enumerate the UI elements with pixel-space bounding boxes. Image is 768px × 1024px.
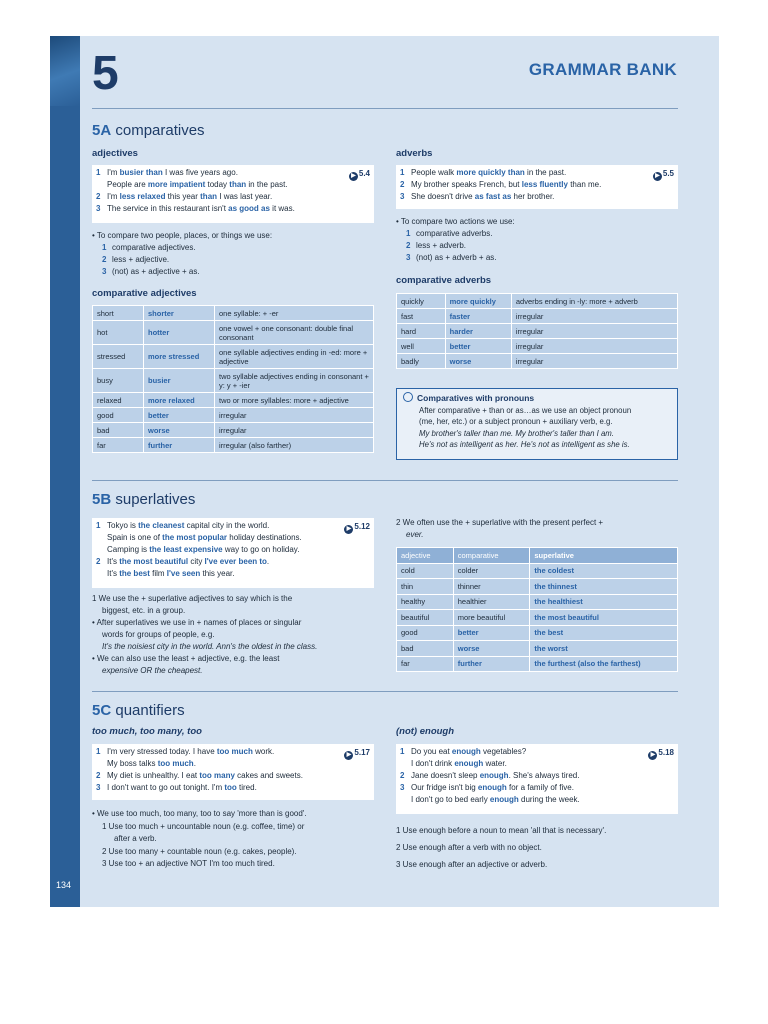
table-cell: badly [397,354,446,369]
example-number: 1 [96,521,101,530]
section-5c-heading: 5C quantifiers [92,702,185,719]
grammar-bank-page [80,36,719,907]
table-cell: further [453,656,530,672]
table-cell: further [144,438,215,453]
table-cell: good [93,408,144,423]
superlatives-examples [92,518,374,588]
table-row [397,339,678,354]
table-row [397,641,678,657]
example-sentence: People are more impatient today than in the past. [107,180,288,189]
table-cell: well [397,339,446,354]
chapter-sidebar [50,36,80,907]
section-5a-heading: 5A comparatives [92,122,205,139]
superlatives-rules: 1 We use the + superlative adjectives to say which is the biggest, etc. in a group. • After superlatives we use in + names of places or singular words for groups of people, e.g. It's the noisiest city in the world. Ann's the oldest in the class. • We can also use the least + adjective, e.g. the least expensive OR the cheapest. [92,594,318,675]
table-row [397,563,678,579]
superlatives-table [396,547,678,672]
table-row [93,393,374,408]
table-row [397,324,678,339]
example-number: 1 [96,168,101,177]
adjectives-examples [92,165,374,223]
comparative-adjectives-heading: comparative adjectives [92,288,197,299]
table-row [397,625,678,641]
table-cell: busy [93,369,144,393]
table-cell: irregular [215,423,374,438]
too-much-heading: too much, too many, too [92,726,202,737]
audio-track-5-12[interactable]: ▶ 5.12 [344,521,370,534]
table-cell: irregular (also farther) [215,438,374,453]
too-much-examples [92,744,374,800]
example-number: 3 [96,783,101,792]
adverbs-examples [396,165,678,209]
table-cell: shorter [144,306,215,321]
example-sentence: 3 Our fridge isn't big enough for a family of five. [400,783,574,792]
table-header-row [397,548,678,564]
audio-track-5-4[interactable]: ▶ 5.4 [349,168,370,181]
table-cell: the most beautiful [530,610,678,626]
speaker-icon: ▶ [344,525,353,534]
example-sentence: 3 The service in this restaurant isn't as good as it was. [96,204,295,213]
table-cell: the coldest [530,563,678,579]
table-cell: harder [445,324,511,339]
table-cell: good [397,625,454,641]
not-enough-heading: (not) enough [396,726,455,737]
table-cell: hotter [144,321,215,345]
example-sentence: 2 My diet is unhealthy. I eat too many cakes and sweets. [96,771,303,780]
comparative-adjectives-table [92,305,374,453]
table-cell: irregular [215,408,374,423]
example-number: 3 [400,783,405,792]
example-sentence: 1 People walk more quickly than in the past. [400,168,567,177]
table-row [397,354,678,369]
example-sentence: 1 I'm busier than I was five years ago. [96,168,238,177]
example-number: 2 [96,192,101,201]
table-cell: adverbs ending in -ly: more + adverb [511,294,677,309]
magnifier-icon [403,392,413,402]
table-cell: irregular [511,354,677,369]
table-cell: comparative [453,548,530,564]
table-cell: more stressed [144,345,215,369]
table-cell: quickly [397,294,446,309]
table-cell: the furthest (also the farthest) [530,656,678,672]
example-sentence: 1 Tokyo is the cleanest capital city in the world. [96,521,270,530]
table-cell: beautiful [397,610,454,626]
table-cell: worse [144,423,215,438]
audio-track-5-18[interactable]: ▶ 5.18 [648,747,674,760]
example-number: 3 [400,192,405,201]
table-cell: hard [397,324,446,339]
table-row [93,423,374,438]
table-cell: the worst [530,641,678,657]
table-cell: worse [453,641,530,657]
table-cell: two syllable adjectives ending in consonant + y: y + -ier [215,369,374,393]
speaker-icon: ▶ [349,172,358,181]
adverbs-rules: • To compare two actions we use: 1 comparative adverbs. 2 less + adverb. 3 (not) as + adverb + as. [396,217,515,262]
example-sentence: Camping is the least expensive way to go on holiday. [107,545,300,554]
table-cell: better [445,339,511,354]
example-sentence: 2 Jane doesn't sleep enough. She's always tired. [400,771,580,780]
adjectives-heading: adjectives [92,148,138,159]
example-number: 1 [400,747,405,756]
table-cell: more beautiful [453,610,530,626]
table-cell: superlative [530,548,678,564]
table-row [93,321,374,345]
example-number: 2 [400,180,405,189]
section-divider [92,480,678,481]
example-sentence: 1 I'm very stressed today. I have too much work. [96,747,275,756]
sidebar-stripe [50,36,80,106]
section-5b-heading: 5B superlatives [92,491,196,508]
section-divider [92,691,678,692]
example-number: 2 [96,557,101,566]
example-sentence: 2 I'm less relaxed this year than I was last year. [96,192,273,201]
table-cell: irregular [511,339,677,354]
comparative-adverbs-table [396,293,678,369]
example-sentence: 2 My brother speaks French, but less fluently than me. [400,180,602,189]
page-header: GRAMMAR BANK [528,60,677,79]
table-cell: thin [397,579,454,595]
table-cell: hot [93,321,144,345]
example-number: 1 [400,168,405,177]
table-cell: colder [453,563,530,579]
table-cell: better [453,625,530,641]
table-cell: faster [445,309,511,324]
table-row [397,309,678,324]
table-cell: fast [397,309,446,324]
audio-track-5-17[interactable]: ▶ 5.17 [344,747,370,760]
too-much-rules: • We use too much, too many, too to say 'more than is good'. 1 Use too much + uncountable noun (e.g. coffee, time) or after a verb. 2 Use too many + countable noun (e.g. cakes, people). 3 Use too + an adjective NOT I'm too much tired. [92,809,307,868]
example-sentence: 1 Do you eat enough vegetables? [400,747,527,756]
adverbs-heading: adverbs [396,148,433,159]
table-row [93,306,374,321]
table-cell: the thinnest [530,579,678,595]
table-cell: thinner [453,579,530,595]
example-sentence: I don't drink enough water. [411,759,507,768]
adjectives-rules: • To compare two people, places, or things we use: 1 comparative adjectives. 2 less + adjective. 3 (not) as + adjective + as. [92,231,273,276]
table-row [93,408,374,423]
table-cell: one syllable adjectives ending in -ed: more + adjective [215,345,374,369]
example-number: 1 [96,747,101,756]
table-cell: adjective [397,548,454,564]
example-sentence: It's the best film I've seen this year. [107,569,235,578]
table-row [397,610,678,626]
example-number: 2 [400,771,405,780]
speaker-icon: ▶ [648,751,657,760]
audio-track-5-5[interactable]: ▶ 5.5 [653,168,674,181]
superlatives-rule-2: 2 We often use the + superlative with the present perfect + ever. [396,518,604,539]
table-cell: busier [144,369,215,393]
example-sentence: Spain is one of the most popular holiday destinations. [107,533,302,542]
table-row [93,345,374,369]
example-sentence: My boss talks too much. [107,759,196,768]
table-cell: worse [445,354,511,369]
table-cell: more relaxed [144,393,215,408]
speaker-icon: ▶ [653,172,662,181]
table-cell: irregular [511,324,677,339]
table-cell: healthy [397,594,454,610]
table-cell: two or more syllables: more + adjective [215,393,374,408]
table-cell: bad [93,423,144,438]
enough-rules: 1 Use enough before a noun to mean 'all that is necessary'. 2 Use enough after a verb with no object. 3 Use enough after an adjective or adverb. [396,826,607,869]
table-cell: better [144,408,215,423]
example-sentence: 2 It's the most beautiful city I've ever been to. [96,557,270,566]
comparative-adverbs-heading: comparative adverbs [396,275,492,286]
table-row [93,369,374,393]
table-cell: one syllable: + -er [215,306,374,321]
example-sentence: I don't go to bed early enough during the week. [411,795,580,804]
table-cell: the best [530,625,678,641]
table-cell: irregular [511,309,677,324]
page-number: 134 [56,880,72,890]
header-rule [92,108,678,109]
table-cell: healthier [453,594,530,610]
table-cell: relaxed [93,393,144,408]
table-row [397,656,678,672]
table-row [397,579,678,595]
table-cell: cold [397,563,454,579]
table-cell: stressed [93,345,144,369]
table-cell: far [397,656,454,672]
example-number: 2 [96,771,101,780]
speaker-icon: ▶ [344,751,353,760]
pronouns-note: Comparatives with pronouns After comparative + than or as…as we use an object pronoun (me, her, etc.) or a subject pronoun + auxiliary verb, e.g. My brother's taller than me. My brother's taller than I am. He's not as intelligent as her. He's not as intelligent as she is. [396,388,678,460]
table-cell: far [93,438,144,453]
table-row [397,294,678,309]
table-row [93,438,374,453]
chapter-number: 5 [92,47,119,100]
enough-examples [396,744,678,814]
table-cell: bad [397,641,454,657]
example-number: 3 [96,204,101,213]
table-cell: more quickly [445,294,511,309]
example-sentence: 3 I don't want to go out tonight. I'm too tired. [96,783,257,792]
table-row [397,594,678,610]
table-cell: one vowel + one consonant: double final consonant [215,321,374,345]
example-sentence: 3 She doesn't drive as fast as her brother. [400,192,555,201]
table-cell: the healthiest [530,594,678,610]
table-cell: short [93,306,144,321]
